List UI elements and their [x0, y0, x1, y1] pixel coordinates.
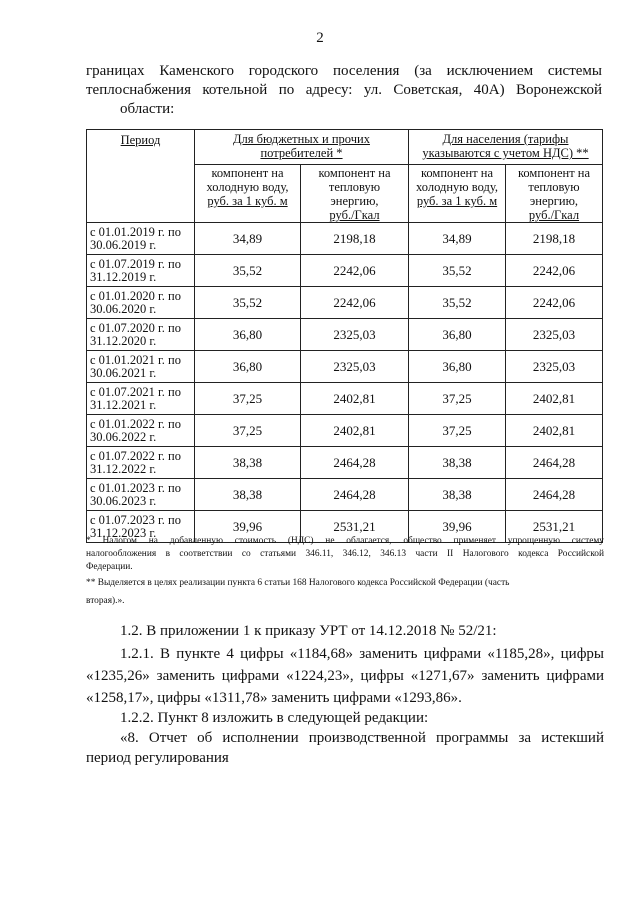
- budget-water-cell: 35,52: [195, 255, 301, 287]
- budget-heat-cell: 2242,06: [301, 255, 409, 287]
- budget-water-cell: 35,52: [195, 287, 301, 319]
- budget-consumers-header: Для бюджетных и прочих потребителей *: [195, 130, 409, 165]
- budget-cold-water-header: компонент на холодную воду, руб. за 1 куб. м: [195, 165, 301, 223]
- population-heat-cell: 2325,03: [506, 319, 603, 351]
- budget-water-cell: 34,89: [195, 223, 301, 255]
- paragraph-line: 1.2. В приложении 1 к приказу УРТ от 14.12.2018 № 52/21:: [120, 623, 497, 639]
- budget-heat-cell: 2402,81: [301, 415, 409, 447]
- table-row: [87, 351, 603, 383]
- budget-heat-cell: 2531,21: [301, 511, 409, 543]
- population-water-cell: 38,38: [409, 447, 506, 479]
- footnotes: [86, 535, 604, 608]
- population-heat-cell: 2531,21: [506, 511, 603, 543]
- population-water-cell: 38,38: [409, 479, 506, 511]
- paragraph-line: период регулирования: [86, 750, 229, 766]
- population-water-cell: 34,89: [409, 223, 506, 255]
- period-cell: с 01.07.2019 г. по 31.12.2019 г.: [87, 255, 195, 287]
- budget-heat-cell: 2464,28: [301, 479, 409, 511]
- footnote-line: Федерации.: [86, 562, 133, 572]
- table-row: [87, 223, 603, 255]
- population-water-cell: 37,25: [409, 415, 506, 447]
- table-row: [87, 383, 603, 415]
- period-cell: с 01.01.2021 г. по 30.06.2021 г.: [87, 351, 195, 383]
- budget-heat-cell: 2242,06: [301, 287, 409, 319]
- population-cold-water-header: компонент на холодную воду, руб. за 1 куб. м: [409, 165, 506, 223]
- population-water-cell: 39,96: [409, 511, 506, 543]
- table-row: [87, 479, 603, 511]
- budget-heat-energy-header: компонент на тепловую энергию, руб./Гкал: [301, 165, 409, 223]
- period-cell: с 01.07.2020 г. по 31.12.2020 г.: [87, 319, 195, 351]
- budget-water-cell: 38,38: [195, 479, 301, 511]
- amendment-text: [86, 621, 604, 768]
- period-cell: с 01.07.2023 г. по 31.12.2023 г.: [87, 511, 195, 543]
- population-water-cell: 36,80: [409, 319, 506, 351]
- population-heat-energy-header: компонент на тепловую энергию, руб./Гкал: [506, 165, 603, 223]
- footnote-line: вторая).».: [86, 596, 125, 606]
- population-water-cell: 35,52: [409, 255, 506, 287]
- budget-water-cell: 37,25: [195, 383, 301, 415]
- footnote-line: * Налогом на добавленную стоимость (НДС) не облагается, общество применяет упрощенную систему: [86, 536, 604, 546]
- period-cell: с 01.01.2020 г. по 30.06.2020 г.: [87, 287, 195, 319]
- footnote-line: ** Выделяется в целях реализации пункта 6 статьи 168 Налогового кодекса Российской Федерации (часть: [86, 578, 510, 588]
- population-heat-cell: 2402,81: [506, 383, 603, 415]
- population-heat-cell: 2242,06: [506, 287, 603, 319]
- tariff-table: [86, 129, 603, 543]
- budget-water-cell: 36,80: [195, 319, 301, 351]
- period-cell: с 01.07.2022 г. по 31.12.2022 г.: [87, 447, 195, 479]
- table-row: [87, 287, 603, 319]
- period-cell: с 01.01.2023 г. по 30.06.2023 г.: [87, 479, 195, 511]
- population-heat-cell: 2198,18: [506, 223, 603, 255]
- budget-heat-cell: 2198,18: [301, 223, 409, 255]
- population-heat-cell: 2325,03: [506, 351, 603, 383]
- paragraph-line: «1258,17», цифры «1311,78» заменить цифрами «1293,86».: [86, 690, 462, 706]
- population-water-cell: 35,52: [409, 287, 506, 319]
- table-row: [87, 447, 603, 479]
- population-heat-cell: 2464,28: [506, 447, 603, 479]
- budget-heat-cell: 2325,03: [301, 351, 409, 383]
- period-cell: с 01.07.2021 г. по 31.12.2021 г.: [87, 383, 195, 415]
- intro-paragraph: [86, 62, 602, 119]
- table-row: [87, 255, 603, 287]
- budget-heat-cell: 2464,28: [301, 447, 409, 479]
- population-heat-cell: 2464,28: [506, 479, 603, 511]
- intro-line: теплоснабжения котельной по адресу: ул. Советская, 40А) Воронежской: [86, 82, 602, 98]
- population-water-cell: 36,80: [409, 351, 506, 383]
- table-row: [87, 415, 603, 447]
- paragraph-line: 1.2.1. В пункте 4 цифры «1184,68» заменить цифрами «1185,28», цифры: [120, 646, 604, 662]
- table-row: [87, 319, 603, 351]
- budget-water-cell: 39,96: [195, 511, 301, 543]
- paragraph-line: 1.2.2. Пункт 8 изложить в следующей редакции:: [120, 710, 429, 726]
- population-header: Для населения (тарифы указываются с учетом НДС) **: [409, 130, 603, 165]
- population-water-cell: 37,25: [409, 383, 506, 415]
- budget-water-cell: 37,25: [195, 415, 301, 447]
- paragraph-line: «1235,26» заменить цифрами «1224,23», цифры «1271,67» заменить цифрами: [86, 668, 604, 684]
- period-cell: с 01.01.2019 г. по 30.06.2019 г.: [87, 223, 195, 255]
- intro-line: области:: [120, 101, 175, 117]
- period-header: Период: [87, 130, 195, 223]
- paragraph-line: «8. Отчет об исполнении производственной программы за истекший: [120, 730, 604, 746]
- period-cell: с 01.01.2022 г. по 30.06.2022 г.: [87, 415, 195, 447]
- population-heat-cell: 2242,06: [506, 255, 603, 287]
- intro-line: границах Каменского городского поселения (за исключением системы: [86, 63, 602, 79]
- budget-heat-cell: 2402,81: [301, 383, 409, 415]
- budget-water-cell: 36,80: [195, 351, 301, 383]
- page-number: 2: [316, 30, 324, 46]
- footnote-line: налогообложения в соответствии со статьями 346.11, 346.12, 346.13 части II Налогового кодекса Российской: [86, 549, 604, 559]
- budget-heat-cell: 2325,03: [301, 319, 409, 351]
- population-heat-cell: 2402,81: [506, 415, 603, 447]
- budget-water-cell: 38,38: [195, 447, 301, 479]
